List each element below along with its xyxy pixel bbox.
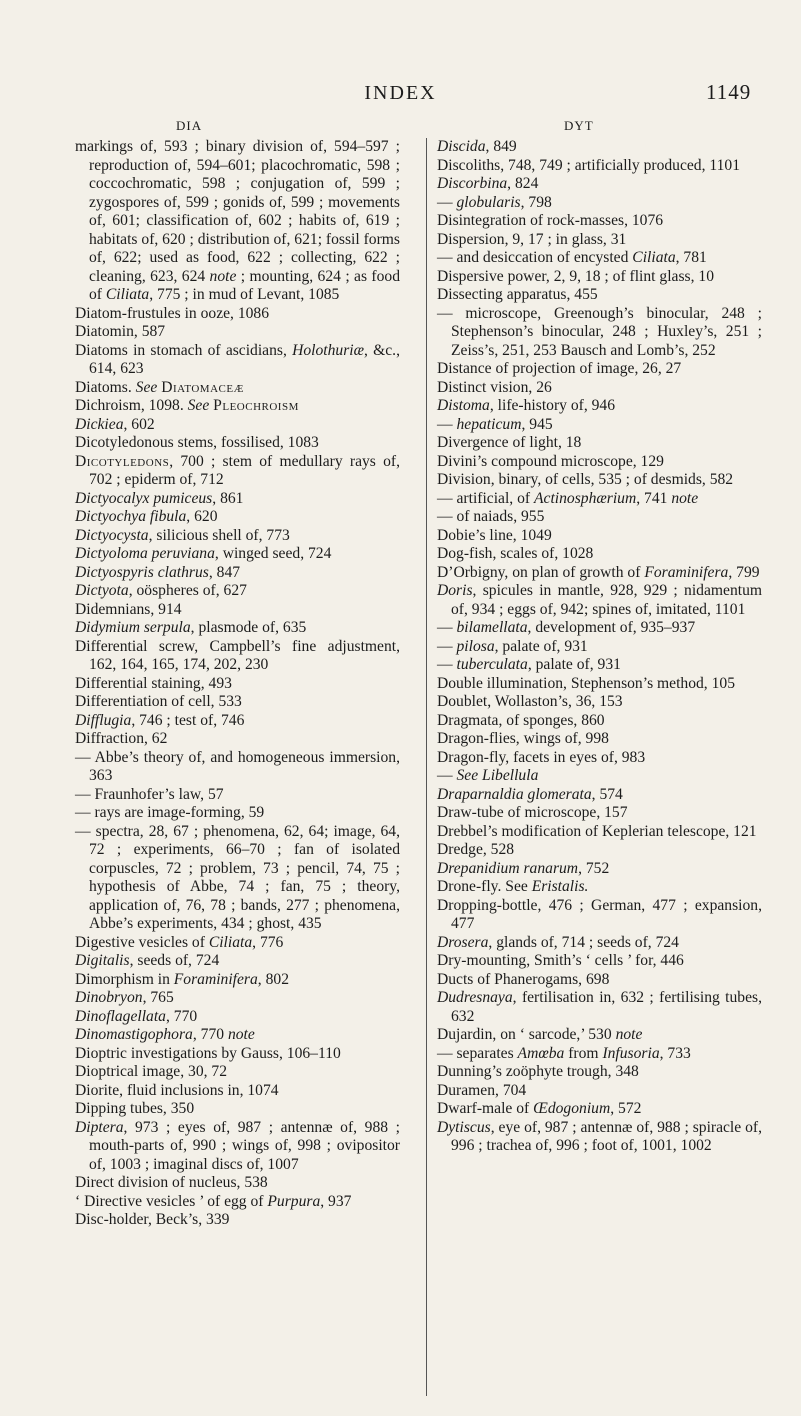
index-entry-text: markings of, 593 ; binary division of, 594–597 ; reproduction of, 594–601; placochromatic, 598 ; coccochromatic, 598 ; conjugation of, 599 ; zygospores of, 599 ; gonids of, 599 ; movements of, 601; classification of, 602 ; habits of, 619 ; habitats of, 620 ; distribution of, 621; fossil forms of, 622; used as food, 622 ; collecting, 622 ; cleaning, 623, 624: [75, 138, 400, 285]
index-entry-text: note: [227, 1026, 255, 1043]
index-entry-text: Dictyocalyx pumiceus: [75, 489, 213, 507]
index-entry: [75, 619, 400, 638]
index-entry-text: , 746 ; test of, 746: [131, 711, 245, 729]
index-entry-text: , glands of, 714 ; seeds of, 724: [488, 933, 679, 951]
index-entry-text: , &c., 614, 623: [89, 341, 400, 377]
index-entry-text: Discorbina: [437, 175, 508, 192]
index-entry-text: Ciliata: [105, 286, 150, 303]
index-entry-text: Didymium serpula: [75, 619, 191, 636]
page-number: 1149: [706, 80, 752, 104]
index-entry-text: Foraminifera: [644, 563, 729, 581]
index-entry: [75, 545, 400, 564]
index-entry-text: , life-history of, 946: [489, 397, 616, 414]
index-entry: [437, 767, 762, 786]
index-entry: [437, 527, 762, 546]
index-entry-text: Dicotyledonous stems, fossilised, 1083: [75, 434, 319, 451]
index-entry-text: Dispersion, 9, 17 ; in glass, 31: [437, 230, 627, 248]
index-entry-text: , 733: [659, 1044, 691, 1062]
index-entry-text: Dictyoloma peruviana: [75, 545, 215, 562]
index-entry-text: Dunning’s zoöphyte trough, 348: [437, 1063, 639, 1080]
index-entry: [437, 175, 762, 194]
index-column-left: [75, 138, 400, 1230]
index-entry-text: , 770: [165, 1007, 198, 1025]
index-entry-text: , 847: [208, 563, 241, 581]
index-entry-text: , 776: [252, 933, 284, 951]
index-entry: [437, 212, 762, 231]
index-entry-text: Dinomastigophora: [75, 1026, 193, 1043]
index-entry-text: , oöspheres of, 627: [128, 582, 247, 599]
index-entry: [437, 841, 762, 860]
index-entry-text: Dragon-fly, facets in eyes of, 983: [437, 748, 646, 766]
index-entry-text: , 752: [578, 859, 610, 877]
index-entry: [437, 138, 762, 157]
index-entry: [75, 342, 400, 379]
index-entry: [75, 582, 400, 601]
index-entry: [437, 934, 762, 953]
index-entry: [437, 1026, 762, 1045]
index-entry: [437, 804, 762, 823]
index-entry-text: , eye of, 987 ; antennæ of, 988 ; spiracle of, 996 ; trachea of, 996 ; foot of, 1001, 1002: [451, 1118, 762, 1154]
index-entry-text: — Fraunhofer’s law, 57: [75, 785, 224, 803]
index-entry: [437, 416, 762, 435]
index-entry-text: Draw-tube of microscope, 157: [437, 804, 628, 821]
index-entry-text: Differential screw, Campbell’s fine adjustment, 162, 164, 165, 174, 202, 230: [75, 637, 400, 673]
index-column-right: [437, 138, 762, 1156]
index-entry: [437, 305, 762, 361]
index-entry-text: ‘ Directive vesicles ’ of egg of: [75, 1192, 268, 1210]
index-entry-text: bilamellata: [456, 619, 528, 636]
index-entry: [75, 138, 400, 305]
index-entry-text: pilosa: [456, 637, 495, 655]
index-entry-text: Dictyocysta: [75, 526, 149, 544]
index-entry-text: Diatomin, 587: [75, 323, 166, 340]
index-entry-text: Dog-fish, scales of, 1028: [437, 545, 594, 562]
index-entry-text: —: [437, 619, 457, 636]
index-entry: [437, 749, 762, 768]
index-entry-text: from: [564, 1044, 603, 1062]
index-entry: [437, 194, 762, 213]
index-entry: [437, 249, 762, 268]
index-entry-text: , development of, 935–937: [527, 619, 696, 636]
index-entry-text: Drebbel’s modification of Keplerian telescope, 121: [437, 822, 757, 840]
index-entry: [75, 305, 400, 324]
index-entry: [75, 712, 400, 731]
index-entry-text: Disc-holder, Beck’s, 339: [75, 1211, 230, 1228]
index-entry-text: Diatom-frustules in ooze, 1086: [75, 304, 270, 322]
index-entry-text: —: [437, 637, 457, 655]
index-entry-text: Dictyota: [75, 582, 129, 599]
index-entry-text: Dictyochya fibula: [75, 508, 187, 525]
index-entry-text: Dipping tubes, 350: [75, 1100, 195, 1117]
index-entry-text: Dinobryon: [75, 989, 143, 1006]
index-entry-text: Diatomaceæ: [161, 378, 244, 396]
index-entry: [75, 1211, 400, 1230]
index-entry-text: — separates: [437, 1044, 518, 1062]
index-entry: [437, 786, 762, 805]
index-entry: [75, 490, 400, 509]
index-entry-text: Differentiation of cell, 533: [75, 693, 242, 710]
index-entry-text: Division, binary, of cells, 535 ; of desmids, 582: [437, 471, 734, 488]
index-entry-text: Infusoria: [602, 1044, 660, 1062]
index-entry: [75, 1082, 400, 1101]
index-entry-text: Eristalis.: [531, 878, 589, 895]
index-entry: [437, 471, 762, 490]
index-entry-text: — microscope, Greenough’s binocular, 248 ; Stephenson’s binocular, 248 ; Huxley’s, 251 ; Zeiss’s, 251, 253 Bausch and Lomb’s, 252: [437, 304, 762, 359]
index-entry-text: , 765: [142, 989, 174, 1006]
index-entry: [75, 693, 400, 712]
index-entry-text: Drone-fly. See: [437, 878, 532, 895]
index-entry-text: , 700 ; stem of medullary rays of, 702 ; epiderm of, 712: [89, 452, 400, 488]
index-entry: [437, 693, 762, 712]
index-entry-text: —: [437, 415, 457, 433]
index-entry-text: , 799: [728, 563, 760, 581]
index-entry-text: , spicules in mantle, 928, 929 ; nidamentum of, 934 ; eggs of, 942; spines of, imitated, 1101: [451, 582, 762, 618]
index-entry-text: , 775 ; in mud of Levant, 1085: [149, 286, 340, 303]
index-entry: [437, 564, 762, 583]
index-entry-text: , palate of, 931: [527, 656, 621, 673]
index-entry: [75, 527, 400, 546]
index-entry: [75, 786, 400, 805]
index-entry: [437, 989, 762, 1026]
index-entry: [75, 1119, 400, 1175]
column-divider: [426, 138, 427, 1396]
index-entry: [75, 1174, 400, 1193]
index-entry-text: Difflugia: [75, 711, 132, 729]
index-entry: [437, 434, 762, 453]
index-entry-text: , 973 ; eyes of, 987 ; antennæ of, 988 ; mouth-parts of, 990 ; wings of, 998 ; ovipositor of, 1003 ; imaginal discs of, 1007: [89, 1118, 400, 1173]
index-entry-text: Pleochroism: [213, 397, 299, 414]
index-entry: [437, 656, 762, 675]
index-entry: [75, 601, 400, 620]
index-entry-text: , 741: [636, 489, 672, 507]
index-entry: [437, 453, 762, 472]
index-entry: [75, 1045, 400, 1064]
index-entry-text: Direct division of nucleus, 538: [75, 1174, 268, 1191]
index-entry-text: Diptera: [75, 1118, 124, 1136]
index-entry: [437, 360, 762, 379]
index-entry-text: Diatoms.: [75, 378, 136, 396]
guide-word-right: DYT: [564, 118, 594, 133]
index-entry-text: Ciliata: [632, 249, 676, 266]
index-entry-text: , 849: [485, 138, 517, 155]
index-entry-text: Holothuriæ: [292, 341, 365, 359]
index-entry-text: Dragmata, of sponges, 860: [437, 711, 605, 729]
index-entry: [437, 397, 762, 416]
index-entry-text: Dujardin, on ‘ sarcode,’ 530: [437, 1026, 616, 1043]
index-entry-text: — of naiads, 955: [437, 508, 545, 525]
index-entry-text: Ciliata: [208, 933, 253, 951]
index-entry: [75, 638, 400, 675]
index-entry-text: Distance of projection of image, 26, 27: [437, 360, 682, 377]
index-entry: [437, 619, 762, 638]
index-entry: [437, 878, 762, 897]
index-entry: [75, 453, 400, 490]
index-entry: [437, 231, 762, 250]
index-entry: [75, 379, 400, 398]
index-entry: [75, 971, 400, 990]
index-entry: [437, 1119, 762, 1156]
index-entry-text: , plasmode of, 635: [190, 619, 307, 636]
index-entry-text: Dioptric investigations by Gauss, 106–110: [75, 1044, 341, 1062]
index-entry: [75, 323, 400, 342]
index-entry: [75, 434, 400, 453]
index-entry-text: See: [187, 397, 210, 414]
index-entry-text: Divini’s compound microscope, 129: [437, 452, 664, 470]
index-entry: [75, 749, 400, 786]
index-entry: [437, 897, 762, 934]
index-entry-text: , seeds of, 724: [129, 952, 220, 969]
index-entry-text: , palate of, 931: [494, 637, 588, 655]
index-entry: [75, 730, 400, 749]
index-entry-text: — and desiccation of encysted: [437, 249, 633, 266]
index-entry-text: Diatoms in stomach of ascidians,: [75, 341, 293, 359]
index-entry: [437, 1045, 762, 1064]
index-entry-text: , 620: [186, 508, 218, 525]
index-entry-text: , 572: [610, 1100, 642, 1117]
index-entry-text: Purpura: [267, 1192, 321, 1210]
index-entry-text: Dobie’s line, 1049: [437, 526, 552, 544]
index-entry-text: Actinosphærium: [534, 489, 637, 507]
index-entry-text: Doris: [437, 582, 473, 599]
index-entry: [437, 1100, 762, 1119]
index-entry-text: , silicious shell of, 773: [148, 526, 290, 544]
index-entry-text: Diorite, fluid inclusions in, 1074: [75, 1081, 279, 1099]
guide-word-left: DIA: [176, 118, 203, 133]
index-entry-text: , 945: [521, 415, 553, 433]
index-entry-text: —: [437, 193, 457, 211]
index-entry-text: Distoma: [437, 397, 490, 414]
index-entry-text: Dichroism, 1098.: [75, 397, 188, 414]
index-entry-text: note: [209, 267, 237, 285]
index-entry-text: — spectra, 28, 67 ; phenomena, 62, 64; image, 64, 72 ; experiments, 66–70 ; fan of isolated corpuscles, 72 ; problem, 73 ; pencil, 74, 75 ; hypothesis of Abbe, 74 ; fan, 75 ; theory, application of, 76, 78 ; bands, 277 ; phenomena, Abbe’s experiments, 434 ; ghost, 435: [75, 822, 400, 932]
index-entry: [75, 1026, 400, 1045]
index-entry-text: Digestive vesicles of: [75, 933, 209, 951]
index-entry-text: Differential staining, 493: [75, 674, 232, 692]
index-entry: [437, 712, 762, 731]
index-entry: [437, 1063, 762, 1082]
index-entry: [75, 1193, 400, 1212]
index-entry: [437, 971, 762, 990]
index-entry-text: Duramen, 704: [437, 1081, 527, 1099]
index-entry: [75, 989, 400, 1008]
page-title: INDEX: [364, 82, 437, 104]
index-entry-text: See: [135, 378, 158, 396]
index-entry: [75, 675, 400, 694]
index-entry-text: , 798: [520, 193, 552, 211]
index-entry-text: , winged seed, 724: [214, 545, 332, 562]
index-entry: [437, 268, 762, 287]
index-entry: [75, 397, 400, 416]
index-entry: [75, 823, 400, 934]
index-entry-text: D’Orbigny, on plan of growth of: [437, 563, 645, 581]
index-entry: [75, 934, 400, 953]
index-entry-text: Discoliths, 748, 749 ; artificially produced, 1101: [437, 156, 741, 174]
index-entry: [75, 564, 400, 583]
index-entry-text: , fertilisation in, 632 ; fertilising tubes, 632: [451, 989, 762, 1025]
index-entry-text: Dimorphism in: [75, 970, 174, 988]
index-entry-text: —: [437, 767, 457, 784]
index-entry-text: Drosera: [437, 933, 489, 951]
index-entry-text: See: [456, 767, 479, 784]
index-entry: [437, 286, 762, 305]
index-entry: [437, 379, 762, 398]
index-entry: [437, 157, 762, 176]
index-entry: [437, 508, 762, 527]
index-entry-text: note: [615, 1026, 643, 1043]
index-entry-text: note: [671, 489, 699, 507]
index-entry: [75, 416, 400, 435]
index-entry-text: , 781: [675, 249, 707, 266]
index-entry-text: Doublet, Wollaston’s, 36, 153: [437, 693, 623, 710]
index-entry: [437, 638, 762, 657]
index-entry: [75, 952, 400, 971]
index-entry-text: , 602: [123, 415, 155, 433]
index-entry-text: Libellula: [482, 767, 539, 784]
index-entry: [437, 675, 762, 694]
index-entry-text: — artificial, of: [437, 489, 534, 507]
index-entry: [75, 508, 400, 527]
index-entry-text: Divergence of light, 18: [437, 434, 582, 451]
index-entry: [437, 730, 762, 749]
index-entry-text: Foraminifera: [173, 970, 258, 988]
index-entry-text: Dragon-flies, wings of, 998: [437, 730, 609, 747]
index-entry-text: Dwarf-male of: [437, 1100, 534, 1117]
index-entry-text: Drepanidium ranarum: [437, 859, 579, 877]
index-entry-text: Dictyospyris clathrus: [75, 563, 209, 581]
index-entry: [75, 1063, 400, 1082]
index-entry: [75, 1100, 400, 1119]
index-entry: [437, 823, 762, 842]
index-entry-text: tuberculata: [456, 656, 528, 673]
index-entry-text: Dissecting apparatus, 455: [437, 286, 598, 303]
index-entry-text: Dickiea: [75, 415, 124, 433]
index-entry-text: , 770: [192, 1026, 228, 1043]
index-entry: [437, 545, 762, 564]
index-entry-text: Dinoflagellata: [75, 1007, 166, 1025]
index-entry-text: Disintegration of rock-masses, 1076: [437, 212, 664, 229]
index-entry-text: Discida: [437, 138, 486, 155]
index-entry-text: , 574: [591, 785, 623, 803]
index-entry-text: Draparnaldia glomerata: [437, 785, 592, 803]
index-entry-text: , 802: [257, 970, 289, 988]
index-entry-text: ; mounting, 624 ; as food of: [89, 267, 400, 303]
index-entry-text: Dredge, 528: [437, 841, 515, 858]
index-entry-text: — rays are image-forming, 59: [75, 804, 265, 821]
index-entry-text: globularis: [456, 193, 521, 211]
index-entry-text: Ducts of Phanerogams, 698: [437, 970, 610, 988]
index-entry-text: Œdogonium: [533, 1100, 611, 1117]
index-entry: [437, 860, 762, 879]
index-entry-text: hepaticum: [456, 415, 522, 433]
index-entry-text: Dudresnaya: [437, 989, 513, 1006]
index-entry: [437, 952, 762, 971]
index-entry-text: Digitalis: [75, 952, 130, 969]
index-entry-text: Distinct vision, 26: [437, 378, 552, 396]
index-entry: [437, 582, 762, 619]
index-entry: [75, 1008, 400, 1027]
index-entry-text: Amœba: [517, 1044, 565, 1062]
index-entry-text: Diffraction, 62: [75, 730, 168, 747]
index-entry-text: Dioptrical image, 30, 72: [75, 1063, 228, 1080]
index-entry-text: , 937: [320, 1192, 352, 1210]
index-entry-text: Dispersive power, 2, 9, 18 ; of flint glass, 10: [437, 267, 714, 285]
index-entry-text: Double illumination, Stephenson’s method, 105: [437, 674, 735, 692]
index-entry-text: — Abbe’s theory of, and homogeneous immersion, 363: [75, 748, 400, 784]
index-entry-text: Dytiscus: [437, 1118, 491, 1136]
index-entry-text: Dicotyledons: [75, 452, 170, 470]
index-entry-text: Didemnians, 914: [75, 600, 182, 618]
index-entry: [437, 1082, 762, 1101]
index-entry-text: Dropping-bottle, 476 ; German, 477 ; expansion, 477: [437, 896, 762, 932]
index-entry-text: , 824: [507, 175, 539, 192]
index-entry-text: —: [437, 656, 457, 673]
index-entry-text: Dry-mounting, Smith’s ‘ cells ’ for, 446: [437, 952, 684, 969]
index-entry: [75, 804, 400, 823]
index-entry-text: , 861: [212, 489, 244, 507]
index-entry: [437, 490, 762, 509]
